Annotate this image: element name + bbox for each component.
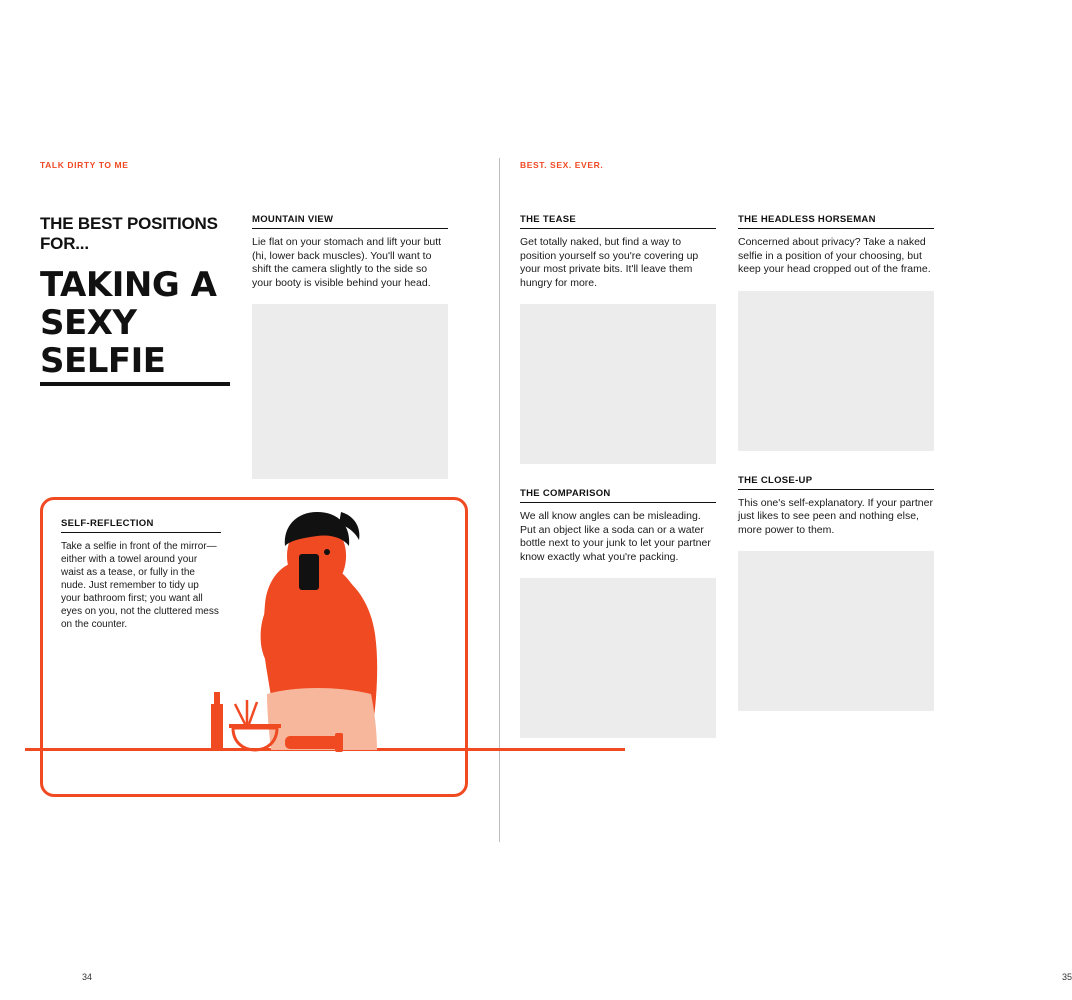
running-head-left: TALK DIRTY TO ME [40, 160, 129, 170]
image-placeholder [520, 304, 716, 464]
tip-block [520, 214, 716, 464]
image-placeholder [520, 578, 716, 738]
man-taking-mirror-selfie-with-towel-icon [175, 500, 465, 794]
tip-block [738, 475, 934, 712]
tip-heading: THE COMPARISON [520, 488, 716, 503]
illustration-card [40, 497, 468, 797]
tip-body: Lie flat on your stomach and lift your butt (hi, lower back muscles). You'll want to shift the camera slightly to the side so your booty is visible behind your head. [252, 236, 442, 289]
page-title-line-1: TAKING A [40, 265, 217, 305]
tip-block [738, 214, 934, 451]
page-number-right: 35 [1062, 972, 1072, 982]
left-text-column [252, 214, 448, 479]
running-head-right: BEST. SEX. EVER. [520, 160, 604, 170]
page-number-left: 34 [82, 972, 93, 982]
right-column-1 [520, 214, 716, 738]
tip-heading: THE CLOSE-UP [738, 475, 934, 490]
tip-heading: THE HEADLESS HORSEMAN [738, 214, 934, 229]
spread-gutter-divider [499, 158, 500, 842]
tip-heading: THE TEASE [520, 214, 716, 229]
page-kicker: THE BEST POSITIONS FOR... [40, 214, 218, 253]
tip-body: Get totally naked, but find a way to position yourself so you're covering up your most private bits. It'll leave them hungry for more. [520, 236, 699, 289]
right-page-columns [520, 214, 960, 738]
tip-body: We all know angles can be misleading. Put an object like a soda can or a water bottle next to your junk to let your partner know exactly what you're packing. [520, 510, 711, 563]
tip-body: This one's self-explanatory. If your partner just likes to see peen and nothing else, more power to them. [738, 496, 933, 536]
right-column-2 [738, 214, 934, 738]
page-title [40, 266, 230, 386]
page-title-line-2: SEXY SELFIE [40, 304, 230, 386]
left-page-columns [40, 214, 480, 479]
tip-heading: MOUNTAIN VIEW [252, 214, 448, 229]
image-placeholder [738, 551, 934, 711]
right-page [520, 160, 1072, 982]
tip-block [252, 214, 448, 479]
title-column [40, 214, 230, 479]
tip-body: Concerned about privacy? Take a naked selfie in a position of your choosing, but keep your head cropped out of the frame. [738, 236, 931, 275]
image-placeholder [252, 304, 448, 479]
tip-block [520, 488, 716, 738]
illustration-body: Take a selfie in front of the mirror—either with a towel around your waist as a tease, or fully in the nude. Just remember to tidy up your bathroom first; you want all eyes on you, not the cluttered mess on the counter. [61, 541, 219, 630]
illustration-heading: SELF-REFLECTION [61, 518, 221, 533]
image-placeholder [738, 291, 934, 451]
